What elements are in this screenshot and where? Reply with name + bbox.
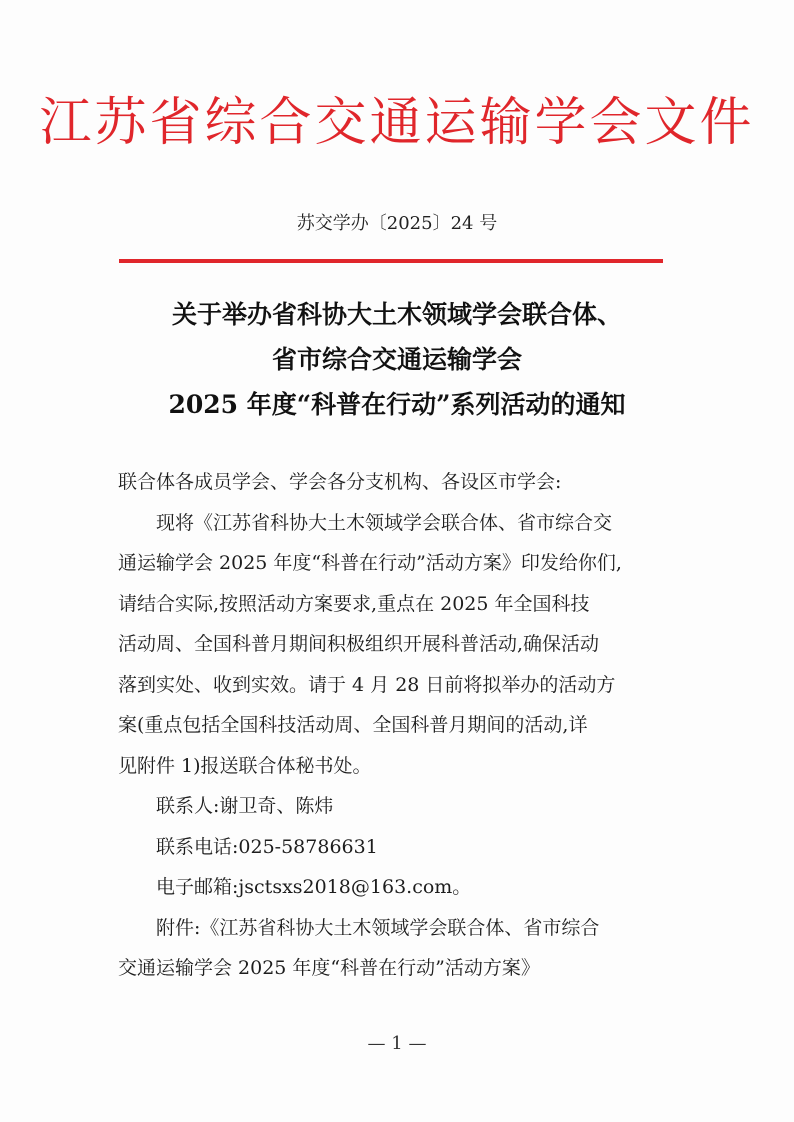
paragraph-line-7: 见附件 1)报送联合体秘书处。 <box>118 754 372 777</box>
notice-title-line-3: 2025 年度“科普在行动”系列活动的通知 <box>168 390 626 419</box>
org-header-title: 江苏省综合交通运输学会文件 <box>39 93 755 153</box>
document-number: 苏交学办〔2025〕24 号 <box>296 213 498 234</box>
attachment-line-1: 附件:《江苏省科协大土木领域学会联合体、省市综合 <box>156 916 600 939</box>
contact-email: 电子邮箱:jsctsxs2018@163.com。 <box>156 876 472 898</box>
page-number: — 1 — <box>367 1033 427 1054</box>
paragraph-line-1: 现将《江苏省科协大土木领域学会联合体、省市综合交 <box>156 511 613 534</box>
contact-person: 联系人:谢卫奇、陈炜 <box>156 795 334 817</box>
contact-phone: 联系电话:025-58786631 <box>156 835 378 858</box>
notice-title-line-1: 关于举办省科协大土木领域学会联合体、 <box>171 300 622 329</box>
header-divider-rule <box>119 259 663 263</box>
paragraph-line-2: 通运输学会 2025 年度“科普在行动”活动方案》印发给你们, <box>118 552 622 574</box>
notice-body <box>118 462 670 989</box>
paragraph-line-5: 落到实处、收到实效。请于 4 月 28 日前将拟举办的活动方 <box>118 673 616 696</box>
paragraph-line-3: 请结合实际,按照活动方案要求,重点在 2025 年全国科技 <box>118 592 590 615</box>
salutation: 联合体各成员学会、学会各分支机构、各设区市学会: <box>118 471 562 493</box>
notice-title <box>0 292 794 427</box>
attachment-line-2: 交通运输学会 2025 年度“科普在行动”活动方案》 <box>118 957 540 979</box>
paragraph-line-6: 案(重点包括全国科技活动周、全国科普月期间的活动,详 <box>118 714 588 736</box>
paragraph-line-4: 活动周、全国科普月期间积极组织开展科普活动,确保活动 <box>118 633 600 655</box>
notice-title-line-2: 省市综合交通运输学会 <box>271 345 522 374</box>
main-paragraph <box>118 503 670 787</box>
